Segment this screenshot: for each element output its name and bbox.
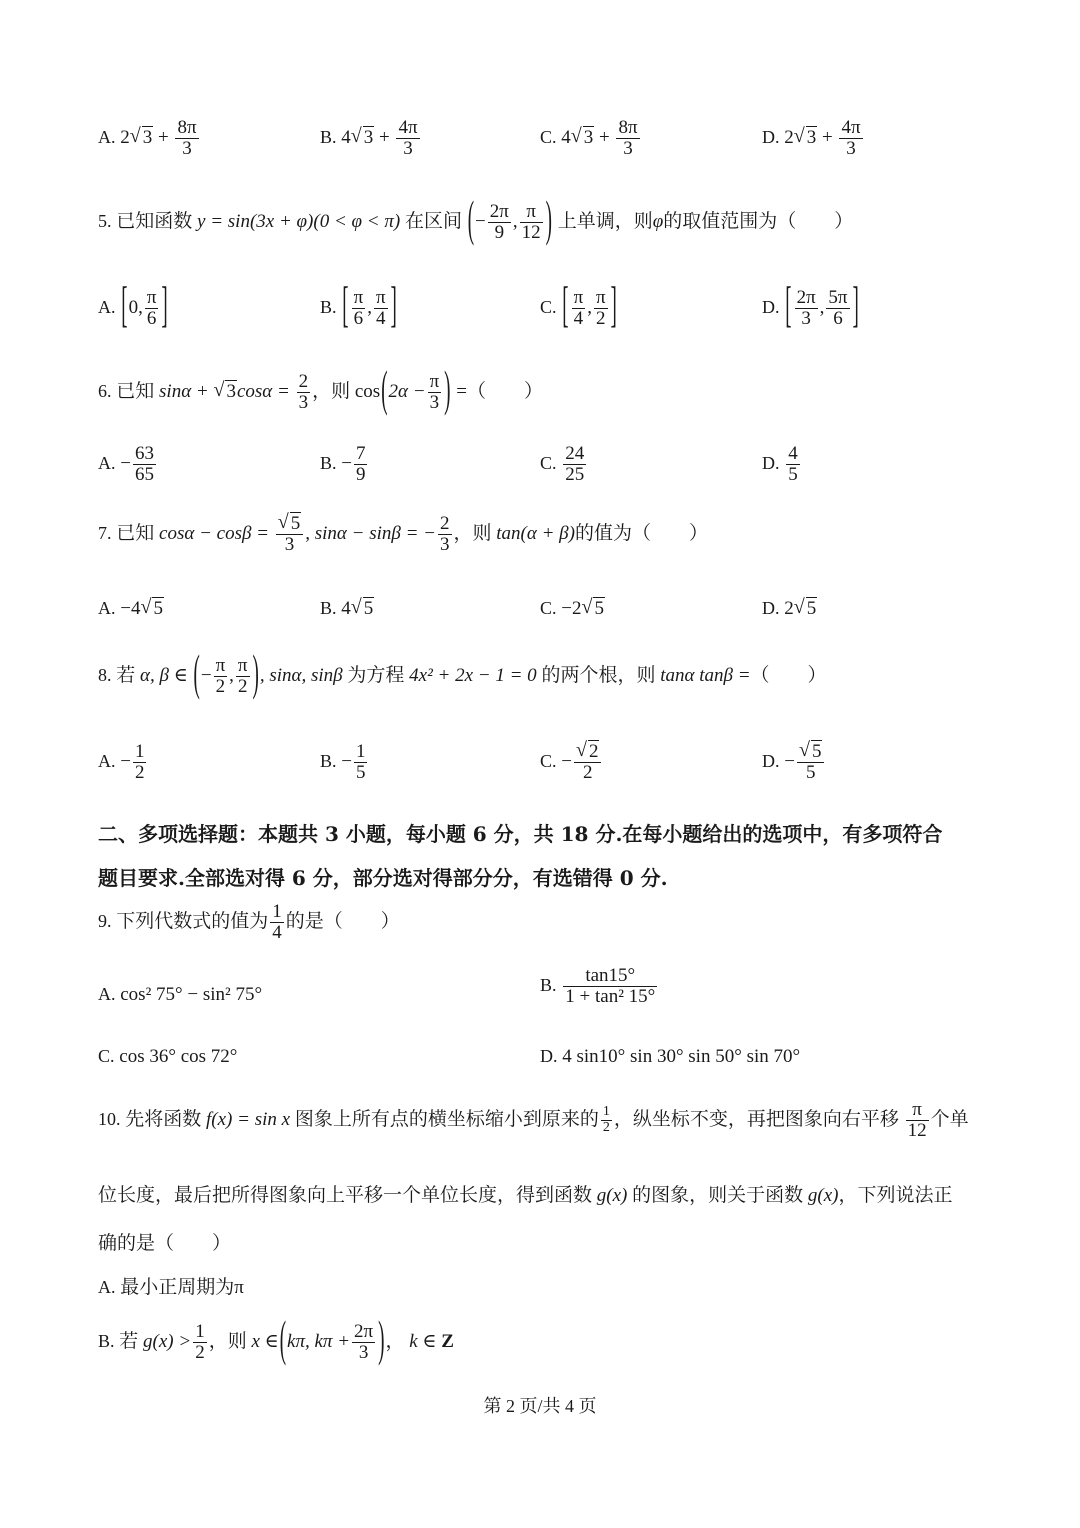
section-heading-line1: 二、多项选择题：本题共 3 小题，每小题 6 分，共 18 分.在每小题给出的选项中，有多项符合 [98, 822, 943, 846]
q8-option-d: D. − √ $\frac{5}{5}$ [762, 742, 826, 783]
q6-option-b: B. − $\frac{7}{9}$ [320, 443, 366, 485]
q5-option-b: B. [ $\frac{\pi}{6}$ , $\frac{\pi}{4}$ ] [320, 279, 397, 335]
q8-stem: 8. 若 α, β ∈ (− $\frac{\pi}{2}$ , $\frac{\pi}{2}$ ), sinα, sinβ 为方程 4x² + 2x − 1 = 0 的两个根，则 tanα tanβ =（ ） [98, 647, 827, 703]
q4-option-c: C. 4√ 3 + $\frac{8\pi}{3}$ [540, 118, 642, 159]
q8-option-b: B. − $\frac{1}{5}$ [320, 741, 366, 783]
q9-option-a: A. cos² 75° − sin² 75° [98, 984, 263, 1005]
q6-option-c: C. $\frac{24}{25}$ [540, 443, 585, 485]
q10-option-a: A. 最小正周期为π [98, 1277, 244, 1298]
q7-stem: 7. 已知 cosα − cosβ = √ $\frac{5}{3}$ , sinα − sinβ = − $\frac{2}{3}$ ，则 tan(α + β)的值为（ ） [98, 514, 708, 555]
q4-option-a: A. 2√ 3 + $\frac{8\pi}{3}$ [98, 118, 201, 159]
q4-a-coef: 2 [120, 126, 130, 148]
page-footer: 第 2 页/共 4 页 [483, 1396, 597, 1416]
q4-a-sqrt: √ 3 [132, 127, 154, 149]
q9-option-d: D. 4 sin10° sin 30° sin 50° sin 70° [540, 1046, 801, 1067]
q5-option-a: A. [0, $\frac{\pi}{6}$ ] [98, 279, 168, 335]
q5-option-c: C. [ $\frac{\pi}{4}$ , $\frac{\pi}{2}$ ] [540, 279, 617, 335]
q10-stem-line2: 位长度，最后把所得图象向上平移一个单位长度，得到函数 g(x) 的图象，则关于函数 g(x)，下列说法正 [98, 1185, 953, 1206]
q8-option-a: A. − $\frac{1}{2}$ [98, 741, 145, 783]
q9-option-b: B. $\frac{\tan 15^\circ}{\text{1 + tan² 15°}}$ [540, 965, 656, 1007]
section-heading-line2: 题目要求.全部选对得 6 分，部分选对得部分分，有选错得 0 分. [98, 866, 668, 890]
q4-a-fraction: $\frac{8\pi}{3}$ [177, 117, 197, 159]
q5-stem: 5. 已知函数 y = sin(3x + φ)(0 < φ < π) 在区间 (− $\frac{2\pi}{9}$ , $\frac{\pi}{12}$ ) 上单调，则φ的取值范围为（ ） [98, 193, 854, 249]
q10-stem-line3: 确的是（ ） [98, 1233, 232, 1254]
q7-option-d: D. 2√ 5 [762, 598, 817, 620]
q8-option-c: C. − √ $\frac{2}{2}$ [540, 742, 603, 783]
q9-stem: 9. 下列代数式的值为 $\frac{1}{4}$ 的是（ ） [98, 901, 400, 943]
q4-option-b: B. 4√ 3 + $\frac{4\pi}{3}$ [320, 118, 422, 159]
q7-option-b: B. 4√ 5 [320, 598, 374, 620]
q10-stem-line1: 10. 先将函数 f(x) = sin x 图象上所有点的横坐标缩小到原来的 $\frac{1}{2}$ ，纵坐标不变，再把图象向右平移 $\frac{\pi}{12}$ 个单 [98, 1099, 969, 1141]
q7-option-c: C. −2√ 5 [540, 598, 605, 620]
q9-option-c: C. cos 36° cos 72° [98, 1046, 238, 1067]
q7-option-a: A. −4√ 5 [98, 598, 164, 620]
q4-option-d: D. 2√ 3 + $\frac{4\pi}{3}$ [762, 118, 865, 159]
q6-option-d: D. $\frac{4}{5}$ [762, 443, 798, 485]
q5-option-d: D. [ $\frac{2\pi}{3}$ , $\frac{5\pi}{6}$ ] [762, 279, 859, 335]
q6-stem: 6. 已知 sinα + √ 3cosα = $\frac{2}{3}$ ，则 cos(2α − $\frac{\pi}{3}$ ) =（ ） [98, 372, 543, 413]
q6-option-a: A. − $\frac{63}{65}$ [98, 443, 154, 485]
q10-option-b: B. 若 g(x) > $\frac{1}{2}$ ，则 x ∈(kπ, kπ + $\frac{2\pi}{3}$ )， k ∈ Z [98, 1313, 454, 1369]
